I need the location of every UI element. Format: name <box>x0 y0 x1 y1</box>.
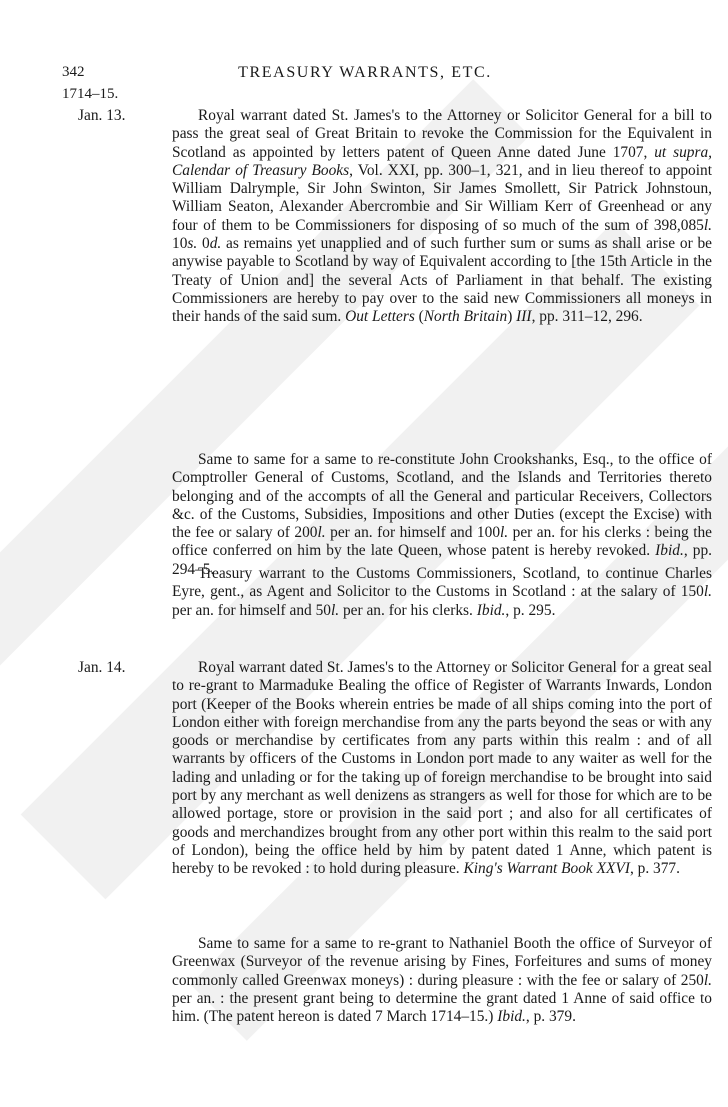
entry-text: ) <box>507 308 517 326</box>
entry-text: ( <box>414 308 424 326</box>
date-jan-14: Jan. 14. <box>78 659 126 676</box>
currency-l: l. <box>331 601 340 619</box>
entry-text: per an. : the present grant being to determine the grant dated 1 Anne of said office to him. (The patent hereon is dated 7 March 1714–15.) <box>172 989 712 1026</box>
currency-l: l. <box>703 583 712 601</box>
entry-paragraph <box>172 451 712 579</box>
entry-text: per an. for himself and 100 <box>325 524 501 542</box>
entry-paragraph <box>172 565 712 620</box>
entry-text: , pp. 294–5. <box>172 542 713 578</box>
entry-text: , pp. 311–12, 296. <box>531 308 643 326</box>
citation-italic: III <box>516 308 532 326</box>
entry-text: per an. for his clerks. <box>339 601 477 619</box>
entry-text: as remains yet unapplied and of such further sum or sums as shall arise or be anywise payable to Scotland by way of Equivalent according to [the 15th Article in the Treaty of Union and] the several Acts of Parliament in that behalf. The existing Commissioners are hereby to pay over to the said new Commissioners all moneys in their hands of the said sum. <box>172 235 713 326</box>
currency-l: l. <box>703 216 712 234</box>
date-jan-13: Jan. 13. <box>78 107 126 124</box>
entry-text: Same to same for a same to re-constitute John Crookshanks, Esq., to the office of Comptroller General of Customs, Scotland, and the Islands and Territories thereto belonging and of the accompts of all the General and particular Receivers, Collectors &c. of the Customs, Subsidies, Impositions and other Duties (except the Excise) with the fee or salary of 200 <box>172 451 712 542</box>
entry-paragraph <box>172 659 712 879</box>
citation-italic: Out Letters <box>345 308 415 326</box>
citation-italic: Ibid. <box>497 1008 526 1026</box>
entry-paragraph <box>172 107 712 327</box>
citation-italic: North Britain <box>423 308 508 326</box>
entry-text: , Vol. XXI, pp. 300–1, 321, and in lieu thereof to appoint William Dalrymple, Sir John Swinton, Sir James Smollett, Sir Patrick Johnstoun, William Seaton, Alexander Abercrombie and Sir William Kerr of Greenhead or any four of them to be Commissioners for disposing of so much of the sum of 398,085 <box>172 161 713 234</box>
citation-italic: King's Warrant Book XXVI <box>463 860 630 878</box>
currency-l: l. <box>703 971 712 989</box>
entry-text: per an. for his clerks : being the office conferred on him by the late Queen, whose patent is hereby revoked. <box>172 524 712 560</box>
entry-paragraph <box>172 935 712 1026</box>
entry-text: Treasury warrant to the Customs Commissioners, Scotland, to continue Charles Eyre, gent., as Agent and Solicitor to the Customs in Scotland : at the salary of 150 <box>172 565 712 601</box>
currency-d: d. <box>209 235 222 253</box>
entry-text: , p. 379. <box>525 1008 576 1026</box>
currency-l: l. <box>317 524 326 542</box>
currency-l: l. <box>500 524 509 542</box>
entry-text: , p. 377. <box>629 860 680 878</box>
entry-text: per an. for himself and 50 <box>172 601 331 619</box>
entry-text: 10 <box>172 235 188 253</box>
currency-s: s. <box>187 235 198 253</box>
entry-text: Royal warrant dated St. James's to the Attorney or Solicitor General for a bill to pass the great seal of Great Britain to revoke the Commission for the Equivalent in Scotland as appointed by letters patent of Queen Anne dated June 1707, <box>172 107 712 161</box>
page-header <box>40 64 690 86</box>
running-head: TREASURY WARRANTS, ETC. <box>238 64 492 81</box>
year-range: 1714–15. <box>62 86 119 102</box>
entry-text: 0 <box>197 235 210 253</box>
citation-italic: ut supra, Calendar of Treasury Books <box>172 143 713 179</box>
entry-text: , p. 295. <box>505 601 556 619</box>
entry-text: Royal warrant dated St. James's to the Attorney or Solicitor General for a great seal to re-grant to Marmaduke Bealing the office of Register of Warrants Inwards, London port (Keeper of the Books wherein entries be made of all ships coming into the port of London either with foreign merchandise from any the parts beyond the seas or with any goods or merchandise by certificates from any parts within this realm : and of all warrants by officers of the Customs in London port made to any waiter as well for the lading and unlading or for the taking up of foreign merchandise to be brought into said port by any merchant as well denizens as strangers as well for those for which are to be allowed portage, store or provision in the said port ; and also for all certificates of goods and merchandizes brought from any other port within this realm to the said port of London), being the office held by him by patent dated 1 Anne, which patent is hereby to be revoked : to hold during pleasure. <box>172 659 712 878</box>
entry-text: Same to same for a same to re-grant to Nathaniel Booth the office of Surveyor of Greenwax (Surveyor of the revenue arising by Fines, Forfeitures and sums of money commonly called Greenwax moneys) : during pleasure : with the fee or salary of 250 <box>172 935 712 989</box>
page-number: 342 <box>62 64 85 80</box>
citation-italic: Ibid. <box>655 542 684 560</box>
citation-italic: Ibid. <box>476 601 506 619</box>
